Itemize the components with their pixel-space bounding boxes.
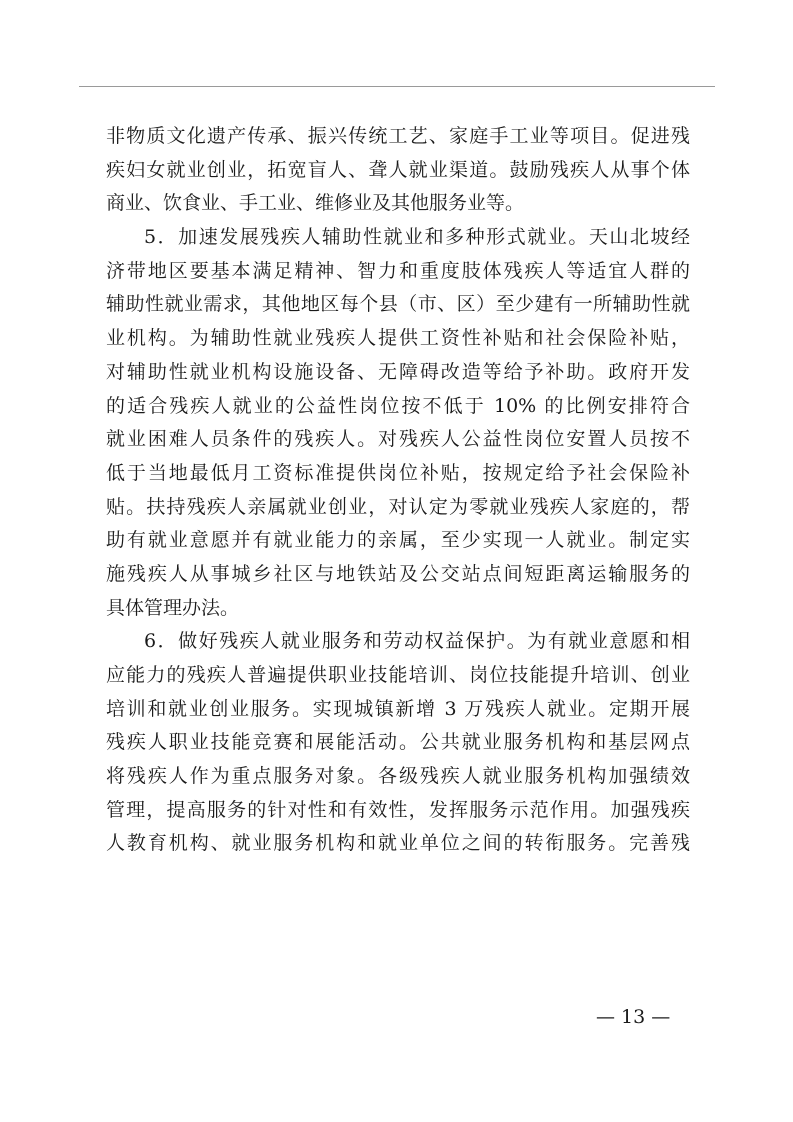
text-line: 就业困难人员条件的残疾人。对残疾人公益性岗位安置人员按不 <box>106 428 690 451</box>
text-line: 辅助性就业需求，其他地区每个县（市、区）至少建有一所辅助性就 <box>106 293 690 316</box>
text-line: 对辅助性就业机构设施设备、无障碍改造等给予补助。政府开发 <box>106 360 690 383</box>
text-line: 业机构。为辅助性就业残疾人提供工资性补贴和社会保险补贴， <box>106 327 690 350</box>
text-line: 施残疾人从事城乡社区与地铁站及公交站点间短距离运输服务的 <box>106 562 690 585</box>
text-line: 济带地区要基本满足精神、智力和重度肢体残疾人等适宜人群的 <box>106 259 690 282</box>
text-line: 残疾人职业技能竞赛和展能活动。公共就业服务机构和基层网点 <box>106 731 690 754</box>
text-line: 疾妇女就业创业，拓宽盲人、聋人就业渠道。鼓励残疾人从事个体 <box>106 158 690 181</box>
text-line: 贴。扶持残疾人亲属就业创业，对认定为零就业残疾人家庭的，帮 <box>106 495 690 518</box>
document-body <box>106 120 690 861</box>
text-line: 应能力的残疾人普遍提供职业技能培训、岗位技能提升培训、创业 <box>106 664 690 686</box>
text-line: 的适合残疾人就业的公益性岗位按不低于 10% 的比例安排符合 <box>106 394 690 417</box>
text-line: 培训和就业创业服务。实现城镇新增 3 万残疾人就业。定期开展 <box>106 697 690 720</box>
header-rule <box>79 86 715 87</box>
text-line: 管理，提高服务的针对性和有效性，发挥服务示范作用。加强残疾 <box>106 798 690 821</box>
paragraph-5-heading-line: 5．加速发展残疾人辅助性就业和多种形式就业。天山北坡经 <box>144 226 690 249</box>
text-line: 具体管理办法。 <box>106 596 240 619</box>
text-line: 助有就业意愿并有就业能力的亲属，至少实现一人就业。制定实 <box>106 529 690 552</box>
text-line: 商业、饮食业、手工业、维修业及其他服务业等。 <box>106 192 525 215</box>
text-line: 低于当地最低月工资标准提供岗位补贴，按规定给予社会保险补 <box>106 461 690 484</box>
text-line: 将残疾人作为重点服务对象。各级残疾人就业服务机构加强绩效 <box>106 765 690 788</box>
text-line: 非物质文化遗产传承、振兴传统工艺、家庭手工业等项目。促进残 <box>106 125 690 147</box>
page-number: — 13 — <box>596 1006 671 1028</box>
paragraph-6-heading-line: 6．做好残疾人就业服务和劳动权益保护。为有就业意愿和相 <box>144 630 690 653</box>
text-line: 人教育机构、就业服务机构和就业单位之间的转衔服务。完善残 <box>106 832 690 855</box>
